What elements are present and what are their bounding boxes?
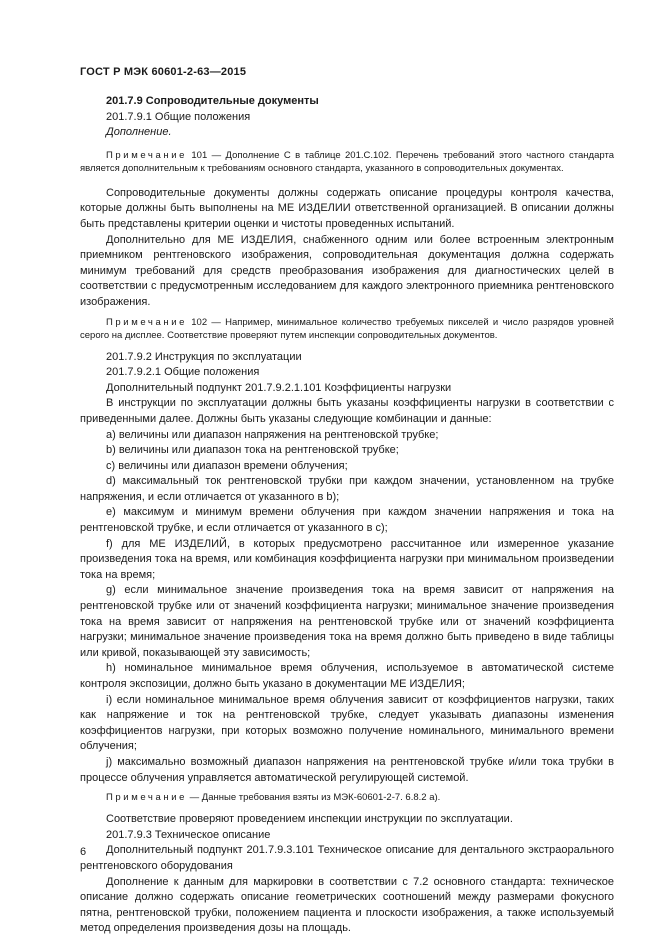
subsection-heading: Дополнительный подпункт 201.7.9.2.1.101 Коэффициенты нагрузки [106, 381, 452, 394]
note-label: Примечание [106, 149, 187, 161]
addition-label: Дополнение. [106, 126, 172, 139]
paragraph: Сопроводительные документы должны содержать описание процедуры контроля качества, которые должны быть выполнены на МЕ ИЗДЕЛИИ ответственной организацией. В описании должны быть представлены критерии оценки и чистоты проведенных испытаний. [80, 186, 614, 230]
subsection-heading: 201.7.9.2 Инструкция по эксплуатации [106, 350, 302, 363]
list-item: i) если номинальное минимальное время облучения зависит от коэффициентов нагрузки, таких как напряжение и ток на рентгеновской трубке, следует указывать диапазоны изменения коэффициентов нагрузки, при которых возможно получение номинального, минимального времени облучения; [80, 693, 614, 753]
note-general [80, 791, 614, 804]
subsection-heading: 201.7.9.1 Общие положения [106, 110, 251, 123]
note-label: Примечание [106, 792, 187, 804]
subsection-heading: Дополнительный подпункт 201.7.9.3.101 Техническое описание для дентального экстраорального рентгеновского оборудования [80, 844, 614, 872]
note-label: Примечание [106, 316, 187, 328]
list-item: h) номинальное минимальное время облучения, используемое в автоматической системе контроля экспозиции, должно быть указано в документации МЕ ИЗДЕЛИЯ; [80, 662, 614, 690]
list-item: d) максимальный ток рентгеновской трубки при каждом значении, установленном на трубке напряжения, и если отличается от указанного в b); [80, 475, 614, 503]
list-item: j) максимально возможный диапазон напряжения на рентгеновской трубке и/или тока трубки в процессе облучения управляется автоматической регулирующей системой. [80, 755, 614, 784]
standard-header: ГОСТ Р МЭК 60601-2-63—2015 [80, 66, 247, 78]
paragraph: Дополнение к данным для маркировки в соответствии с 7.2 основного стандарта: техническое описание должно содержать описание геометрических соотношений между размерами фокусного пятна, рентгеновской трубки, положением пациента и плоскости изображения, а также используемый метод определения произведения дозы на площадь. [80, 875, 614, 935]
paragraph: В инструкции по эксплуатации должны быть указаны коэффициенты нагрузки в соответствии с приведенными далее. Должны быть указаны следующие комбинации и данные: [80, 397, 614, 425]
page-number: 6 [80, 846, 87, 858]
list-item: e) максимум и минимум времени облучения при каждом значении напряжения и тока на рентгеновской трубке, и если отличается от указанного в c); [80, 506, 614, 535]
note-text: 101 — Дополнение С в таблице 201.С.102. Перечень требований этого частного стандарта является дополнительным к требованиям основного стандарта, указанного в сопроводительных документах. [80, 149, 614, 174]
note-text: 102 — Например, минимальное количество требуемых пикселей и число разрядов уровней серого на дисплее. Соответствие проверяют путем инспекции сопроводительных документов. [80, 316, 614, 341]
paragraph: Соответствие проверяют проведением инспекции инструкции по эксплуатации. [106, 813, 513, 826]
list-item: c) величины или диапазон времени облучения; [106, 459, 348, 472]
paragraph: Дополнительно для МЕ ИЗДЕЛИЯ, снабженного одним или более встроенным электронным приемником рентгеновского изображения, сопроводительная документация должна содержать минимум требований для средств преобразования изображения для диагностических целей в соответствии с предусмотренным исследованием для каждого электронного приемника рентгеновского изображения. [80, 233, 614, 308]
list-item: g) если минимальное значение произведения тока на время зависит от напряжения на рентгеновской трубке или от значений коэффициента нагрузки; минимальное значение произведения тока на время зависит от напряжения на рентгеновской трубке или от значений коэффициента нагрузки; минимальное значение произведения тока на время должно быть приведено в виде таблицы или кривой, показывающей эту зависимость; [80, 584, 614, 659]
list-item: b) величины или диапазон тока на рентгеновской трубке; [106, 444, 399, 457]
section-heading: 201.7.9 Сопроводительные документы [106, 95, 319, 107]
subsection-heading: 201.7.9.2.1 Общие положения [106, 366, 260, 379]
note-101 [80, 149, 614, 175]
list-item: f) для МЕ ИЗДЕЛИЙ, в которых предусмотрено рассчитанное или измеренное указание произведения тока на время, или комбинация коэффициента нагрузки при минимальном произведении тока на время; [80, 537, 614, 581]
list-item: a) величины или диапазон напряжения на рентгеновской трубке; [106, 428, 439, 441]
subsection-heading: 201.7.9.3 Техническое описание [106, 828, 271, 841]
document-body [80, 94, 614, 937]
note-text: — Данные требования взяты из МЭК-60601-2-7. 6.8.2 а). [187, 792, 441, 804]
note-102 [80, 316, 614, 342]
